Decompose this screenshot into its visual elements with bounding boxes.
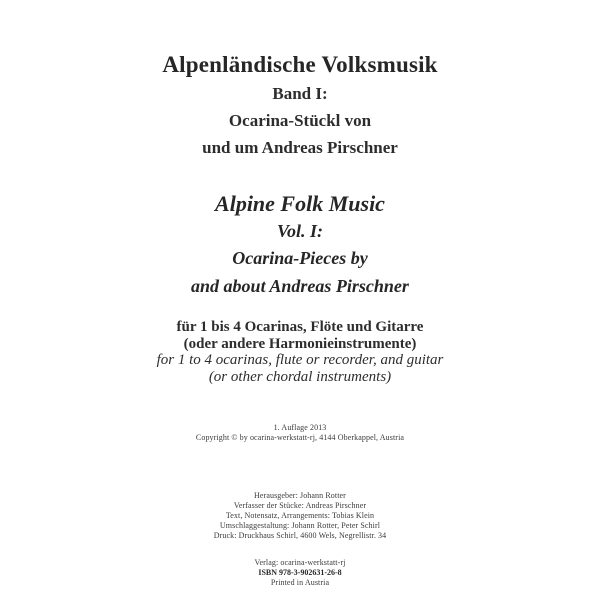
instrumentation-english-line1: for 1 to 4 ocarinas, flute or recorder, and guitar [156,352,444,368]
credit-umschlag: Umschlaggestaltung: Johann Rotter, Peter Schirl [219,521,381,530]
instrumentation-english-line2: (or other chordal instruments) [208,369,392,385]
credit-herausgeber: Herausgeber: Johann Rotter [254,491,346,500]
german-volume: Band I: [272,84,328,103]
instrumentation-german-line1: für 1 bis 4 Ocarinas, Flöte und Gitarre [176,319,424,335]
instrumentation-german-line2: (oder andere Harmonieinstrumente) [183,336,417,352]
isbn-number: ISBN 978-3-902631-26-8 [258,568,342,577]
credit-verfasser: Verfasser der Stücke: Andreas Pirschner [233,501,367,510]
credit-druck: Druck: Druckhaus Schirl, 4600 Wels, Negrellistr. 34 [213,531,387,540]
german-subtitle-line2: und um Andreas Pirschner [202,138,398,157]
english-title: Alpine Folk Music [215,191,385,216]
english-subtitle-line1: Ocarina-Pieces by [232,248,368,268]
english-volume: Vol. I: [276,221,323,241]
copyright-note: Copyright © by ocarina-werkstatt-rj, 4144 Oberkappel, Austria [195,433,405,442]
publisher-verlag: Verlag: ocarina-werkstatt-rj [254,558,346,567]
printed-in: Printed in Austria [270,578,330,587]
german-title: Alpenländische Volksmusik [162,52,438,77]
edition-note: 1. Auflage 2013 [273,423,327,432]
credit-text: Text, Notensatz, Arrangements: Tobias Klein [225,511,375,520]
english-subtitle-line2: and about Andreas Pirschner [191,276,409,296]
german-subtitle-line1: Ocarina-Stückl von [228,111,372,130]
